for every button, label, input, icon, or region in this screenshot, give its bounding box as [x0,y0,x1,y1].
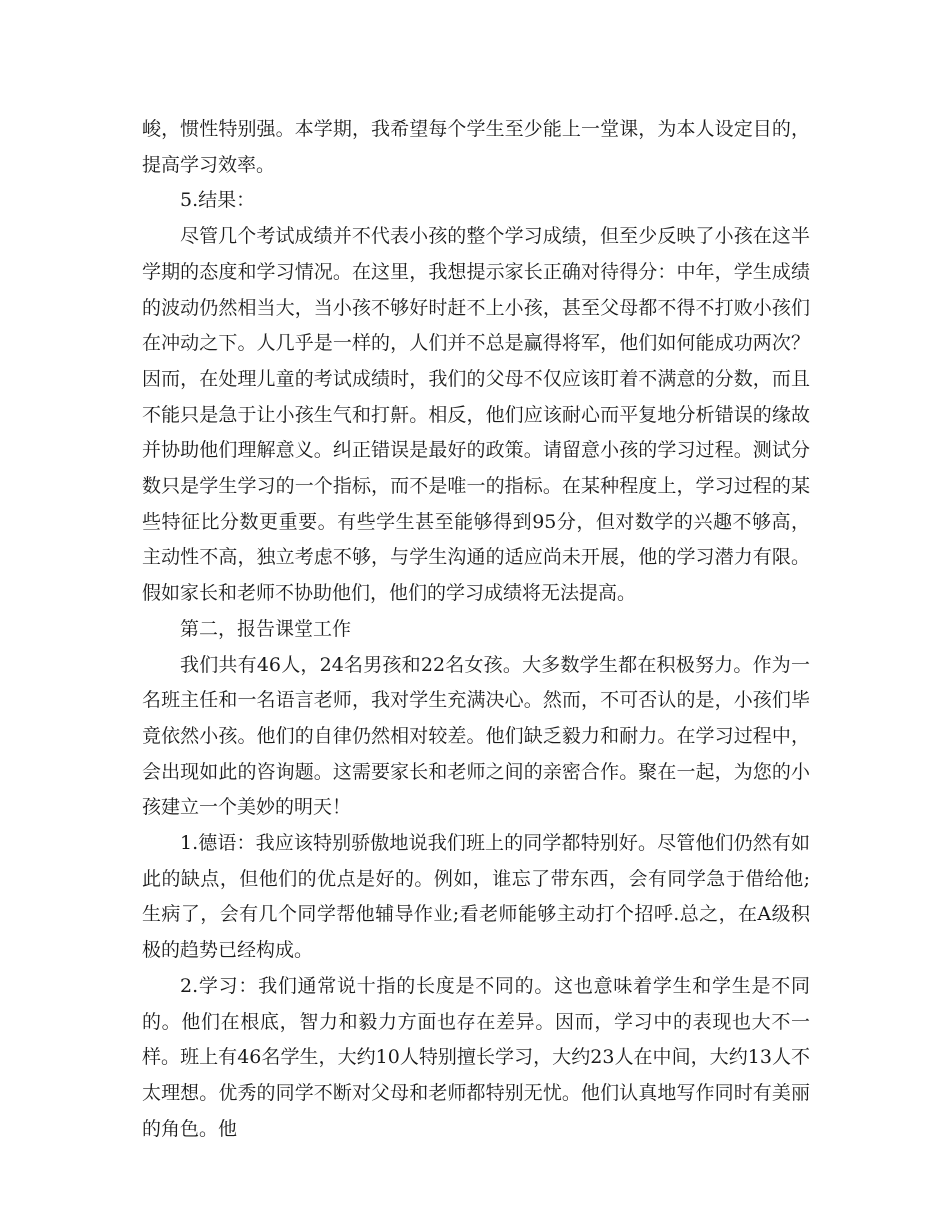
paragraph-7: 2.学习：我们通常说十指的长度是不同的。这也意味着学生和学生是不同的。他们在根底，智力和毅力方面也存在差异。因而，学习中的表现也大不一样。班上有46名学生，大约10人特别擅长学习，大约23人在中间，大约13人不太理想。优秀的同学不断对父母和老师都特别无忧。他们认真地写作同时有美丽的角色。他 [142,974,810,1140]
paragraph-5: 我们共有46人，24名男孩和22名女孩。大多数学生都在积极努力。作为一名班主任和一名语言老师，我对学生充满决心。然而，不可否认的是，小孩们毕竟依然小孩。他们的自律仍然相对较差。他们缺乏毅力和耐力。在学习过程中，会出现如此的咨询题。这需要家长和老师之间的亲密合作。聚在一起，为您的小孩建立一个美妙的明天！ [142,653,810,819]
document-body [142,112,810,1147]
paragraph-6: 1.德语：我应该特别骄傲地说我们班上的同学都特别好。尽管他们仍然有如此的缺点，但他们的优点是好的。例如，谁忘了带东西，会有同学急于借给他;生病了，会有几个同学帮他辅导作业;看老师能够主动打个招呼.总之，在A级积极的趋势已经构成。 [142,832,810,962]
paragraph-4: 第二，报告课堂工作 [180,617,352,640]
paragraph-3: 尽管几个考试成绩并不代表小孩的整个学习成绩，但至少反映了小孩在这半学期的态度和学习情况。在这里，我想提示家长正确对待得分：中年，学生成绩的波动仍然相当大，当小孩不够好时赶不上小孩，甚至父母都不得不打败小孩们在冲动之下。人几乎是一样的，人们并不总是赢得将军，他们如何能成功两次？因而，在处理儿童的考试成绩时，我们的父母不仅应该盯着不满意的分数，而且不能只是急于让小孩生气和打鼾。相反，他们应该耐心而平复地分析错误的缘故并协助他们理解意义。纠正错误是最好的政策。请留意小孩的学习过程。测试分数只是学生学习的一个指标，而不是唯一的指标。在某种程度上，学习过程的某些特征比分数更重要。有些学生甚至能够得到95分，但对数学的兴趣不够高，主动性不高，独立考虑不够，与学生沟通的适应尚未开展，他的学习潜力有限。假如家长和老师不协助他们，他们的学习成绩将无法提高。 [142,225,810,605]
paragraph-1: 峻，惯性特别强。本学期，我希望每个学生至少能上一堂课，为本人设定目的，提高学习效率。 [142,118,810,176]
paragraph-2: 5.结果： [180,189,256,212]
